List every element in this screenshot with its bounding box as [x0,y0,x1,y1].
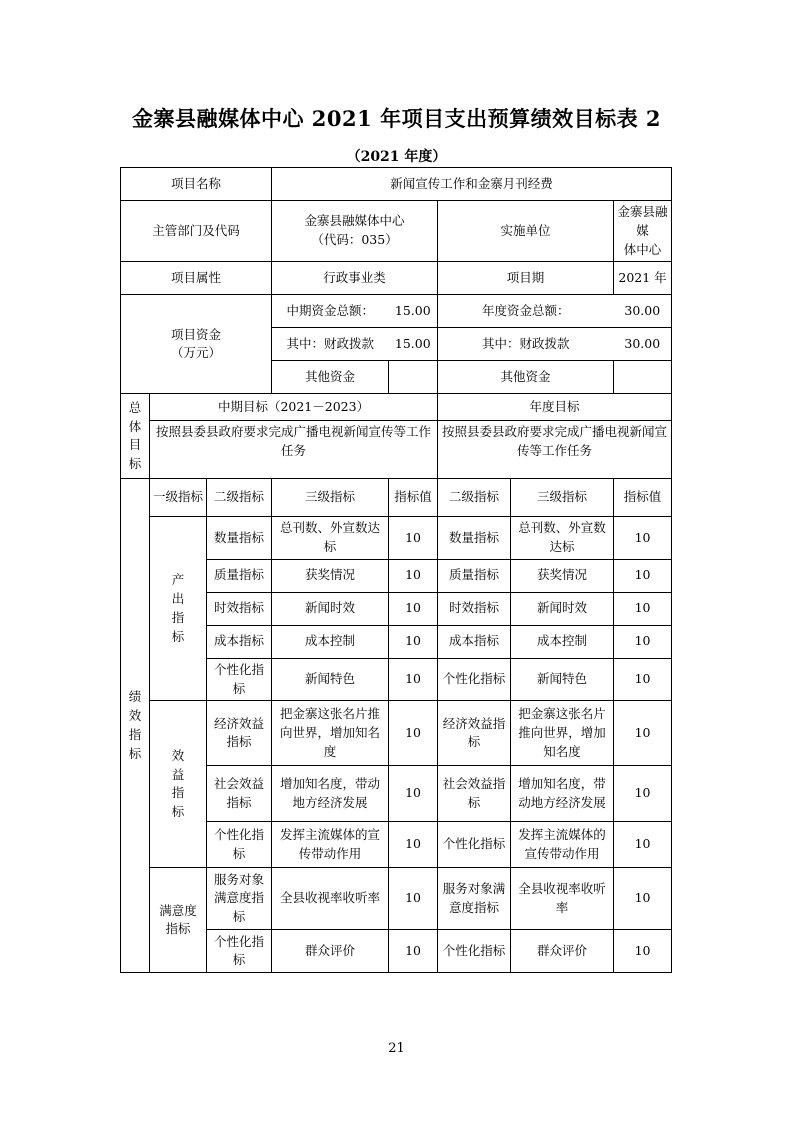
level2-year-cell: 数量指标 [438,517,511,560]
row-perf-header [121,479,672,517]
impl-value-line2: 体中心 [623,241,662,257]
output-label-char: 标 [171,628,185,644]
value-cell: 10 [389,868,438,930]
overall-label-char: 体 [128,418,142,434]
year-other-label: 其他资金 [438,361,614,394]
level3-cell: 新闻特色 [272,658,389,701]
level2-cell: 个性化指标 [207,930,272,973]
value-year-cell: 10 [614,868,672,930]
dept-value [272,201,438,262]
header-level1: 一级指标 [150,479,207,517]
satisfaction-label-line: 指标 [165,921,191,937]
perf-label-char: 绩 [128,689,142,705]
overall-label-char: 标 [128,456,142,471]
output-indicator-label [150,517,207,701]
mid-other-label: 其他资金 [272,361,389,394]
level3-cell: 增加知名度，带动地方经济发展 [272,766,389,822]
mid-target-header: 中期目标（2021－2023） [150,394,438,421]
header-level2: 二级指标 [207,479,272,517]
level3-cell: 全县收视率收听率 [272,868,389,930]
perf-indicator-label [121,479,150,973]
value-cell: 10 [389,625,438,658]
perf-label-char: 效 [128,708,142,723]
attr-label: 项目属性 [121,262,272,295]
output-label-char: 产 [171,572,185,588]
mid-fiscal-value: 15.00 [389,328,438,361]
year-fiscal-value: 30.00 [614,328,672,361]
perf-label-char: 标 [128,745,142,761]
funds-label-line2: （万元） [171,345,222,361]
header-level3: 三级指标 [272,479,389,517]
row-overall-text [121,421,672,479]
level2-cell: 服务对象满意度指标 [207,868,272,930]
page-title: 金寨县融媒体中心 2021 年项目支出预算绩效目标表 2 [132,106,661,131]
level3-year-cell: 新闻时效 [511,592,614,625]
value-cell: 10 [389,766,438,822]
level2-cell: 个性化指标 [207,822,272,868]
level2-year-cell: 时效指标 [438,592,511,625]
level3-year-cell: 获奖情况 [511,559,614,592]
level2-year-cell: 社会效益指标 [438,766,511,822]
performance-target-table [120,167,672,973]
value-cell: 10 [389,930,438,973]
level2-cell: 社会效益指标 [207,766,272,822]
level3-cell: 把金寨这张名片推向世界，增加知名度 [272,701,389,766]
funds-label-line1: 项目资金 [171,326,222,342]
mid-other-value [389,361,438,394]
page-number: 21 [388,1041,405,1056]
mid-total-label: 中期资金总额： [272,295,389,328]
satisfaction-indicator-label [150,868,207,973]
year-other-value [614,361,672,394]
level3-cell: 获奖情况 [272,559,389,592]
level3-cell: 发挥主流媒体的宣传带动作用 [272,822,389,868]
year-fiscal-label: 其中：财政拨款 [438,328,614,361]
project-name-label: 项目名称 [121,168,272,201]
mid-total-value: 15.00 [389,295,438,328]
value-year-cell: 10 [614,766,672,822]
value-year-cell: 10 [614,822,672,868]
row-project-name [121,168,672,201]
dept-label: 主管部门及代码 [121,201,272,262]
level2-cell: 质量指标 [207,559,272,592]
level3-cell: 新闻时效 [272,592,389,625]
value-year-cell: 10 [614,592,672,625]
benefit-label-char: 效 [171,747,185,763]
value-year-cell: 10 [614,625,672,658]
output-label-char: 出 [171,591,185,606]
impl-value [614,201,672,262]
mid-fiscal-label: 其中：财政拨款 [272,328,389,361]
value-year-cell: 10 [614,559,672,592]
funds-label [121,295,272,394]
value-year-cell: 10 [614,517,672,560]
value-cell: 10 [389,658,438,701]
level2-year-cell: 个性化指标 [438,658,511,701]
output-label-char: 指 [171,609,185,625]
level2-cell: 数量指标 [207,517,272,560]
satisfaction-label-line: 满意度 [159,902,197,918]
level3-year-cell: 增加知名度，带动地方经济发展 [511,766,614,822]
impl-label: 实施单位 [438,201,614,262]
level3-year-cell: 新闻特色 [511,658,614,701]
level3-cell: 总刊数、外宣数达标 [272,517,389,560]
table-row [121,868,672,930]
level2-cell: 成本指标 [207,625,272,658]
page-subtitle: （2021 年度） [346,149,447,165]
value-cell: 10 [389,822,438,868]
value-cell: 10 [389,517,438,560]
level2-year-cell: 服务对象满意度指标 [438,868,511,930]
project-name-value: 新闻宣传工作和金寨月刊经费 [272,168,672,201]
header-level3-year: 三级指标 [511,479,614,517]
level2-year-cell: 成本指标 [438,625,511,658]
benefit-indicator-label [150,701,207,868]
value-cell: 10 [389,592,438,625]
benefit-label-char: 标 [171,804,185,819]
year-total-value: 30.00 [614,295,672,328]
row-attribute [121,262,672,295]
impl-value-line1: 金寨县融媒 [617,204,668,238]
row-funds-total [121,295,672,328]
attr-value: 行政事业类 [272,262,438,295]
value-cell: 10 [389,701,438,766]
header-value: 指标值 [389,479,438,517]
value-year-cell: 10 [614,701,672,766]
overall-target-label [121,394,150,479]
period-value: 2021 年 [614,262,672,295]
row-department [121,201,672,262]
benefit-label-char: 益 [171,766,185,782]
level2-year-cell: 经济效益指标 [438,701,511,766]
overall-label-char: 总 [128,399,142,415]
level2-cell: 个性化指标 [207,658,272,701]
dept-value-line2: （代码：035） [311,232,398,248]
overall-label-char: 目 [128,437,142,453]
year-total-label: 年度资金总额： [438,295,614,328]
level3-year-cell: 群众评价 [511,930,614,973]
level3-year-cell: 成本控制 [511,625,614,658]
level2-cell: 经济效益指标 [207,701,272,766]
level2-year-cell: 质量指标 [438,559,511,592]
header-level2-year: 二级指标 [438,479,511,517]
year-target-header: 年度目标 [438,394,672,421]
benefit-label-char: 指 [171,785,185,801]
row-overall-header [121,394,672,421]
table-row [121,517,672,560]
level3-cell: 群众评价 [272,930,389,973]
level3-year-cell: 全县收视率收听率 [511,868,614,930]
level2-year-cell: 个性化指标 [438,822,511,868]
level3-year-cell: 把金寨这张名片推向世界，增加知名度 [511,701,614,766]
level2-year-cell: 个性化指标 [438,930,511,973]
value-year-cell: 10 [614,658,672,701]
level3-cell: 成本控制 [272,625,389,658]
value-year-cell: 10 [614,930,672,973]
value-cell: 10 [389,559,438,592]
level2-cell: 时效指标 [207,592,272,625]
header-value-year: 指标值 [614,479,672,517]
level3-year-cell: 总刊数、外宣数达标 [511,517,614,560]
dept-value-line1: 金寨县融媒体中心 [304,213,405,229]
level3-year-cell: 发挥主流媒体的宣传带动作用 [511,822,614,868]
mid-target-text: 按照县委县政府要求完成广播电视新闻宣传等工作任务 [150,421,438,479]
perf-label-char: 指 [128,726,142,742]
table-row [121,701,672,766]
year-target-text: 按照县委县政府要求完成广播电视新闻宣传等工作任务 [438,421,672,479]
period-label: 项目期 [438,262,614,295]
